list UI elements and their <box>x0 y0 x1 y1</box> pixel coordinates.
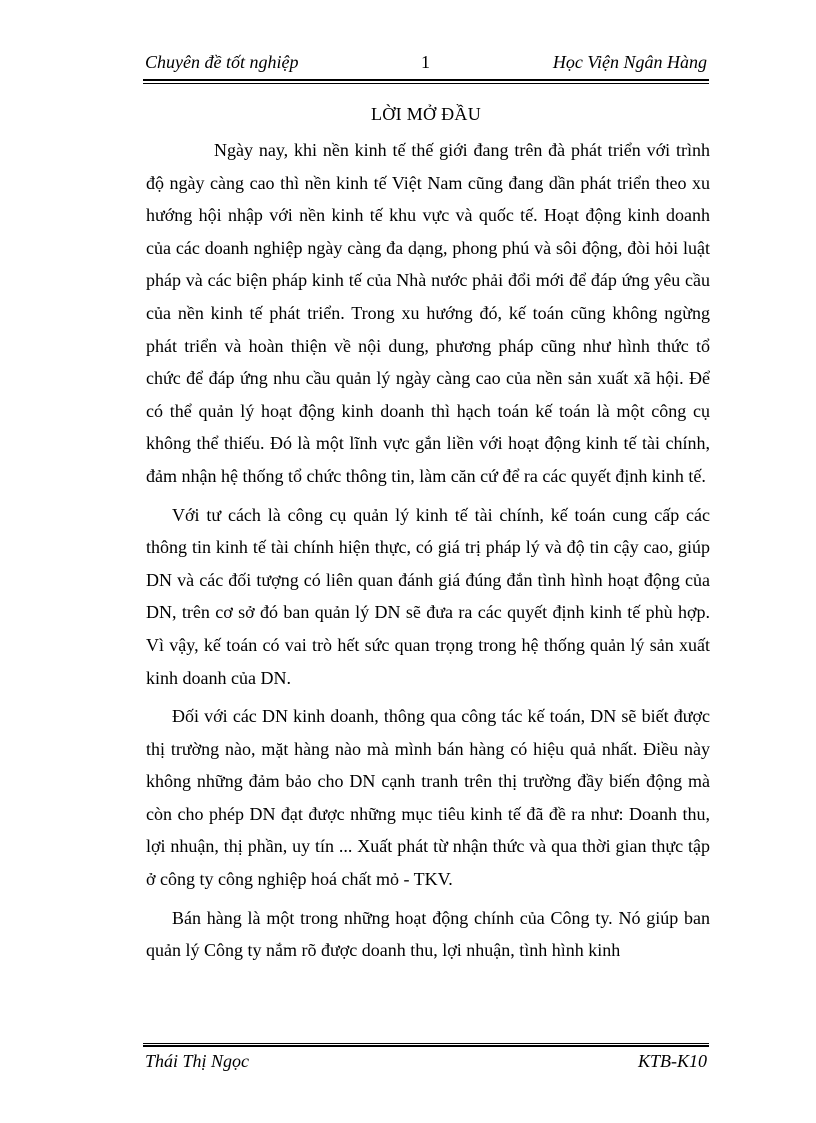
header-institution: Học Viện Ngân Hàng <box>552 52 707 72</box>
page-footer <box>143 1051 709 1075</box>
page-number: 1 <box>421 52 430 72</box>
header-document-type: Chuyên đề tốt nghiệp <box>145 52 299 72</box>
paragraph: Đối với các DN kinh doanh, thông qua công tác kế toán, DN sẽ biết được thị trường nào, mặt hàng nào mà mình bán hàng có hiệu quả nhất. Điều này không những đảm bảo cho DN cạnh tranh trên thị trường đầy biến động mà còn cho phép DN đạt được những mục tiêu kinh tế đã đề ra như: Doanh thu, lợi nhuận, thị phần, uy tín ... Xuất phát từ nhận thức và qua thời gian thực tập ở công ty công nghiệp hoá chất mỏ - TKV. <box>146 706 710 890</box>
footer-author: Thái Thị Ngọc <box>145 1051 250 1071</box>
footer-rule-thick <box>143 1045 709 1047</box>
paragraph: Ngày nay, khi nền kinh tế thế giới đang trên đà phát triển với trình độ ngày càng cao thì nền kinh tế Việt Nam cũng đang dần phát triển theo xu hướng hội nhập với nền kinh tế khu vực và quốc tế. Hoạt động kinh doanh của các doanh nghiệp ngày càng đa dạng, phong phú và sôi động, đòi hỏi luật pháp và các biện pháp kinh tế của Nhà nước phải đổi mới để đáp ứng yêu cầu của nền kinh tế phát triển. Trong xu hướng đó, kế toán cũng không ngừng phát triển và hoàn thiện về nội dung, phương pháp cũng như hình thức tổ chức để đáp ứng nhu cầu quản lý ngày càng cao của nền sản xuất xã hội. Để có thể quản lý hoạt động kinh doanh thì hạch toán kế toán là một công cụ không thể thiếu. Đó là một lĩnh vực gắn liền với hoạt động kinh tế tài chính, đảm nhận hệ thống tổ chức thông tin, làm căn cứ để ra các quyết định kinh tế. <box>146 140 710 486</box>
paragraph: Bán hàng là một trong những hoạt động chính của Công ty. Nó giúp ban quản lý Công ty nắm rõ được doanh thu, lợi nhuận, tình hình kinh <box>146 907 710 961</box>
header-rule-thin <box>143 83 709 84</box>
page-header <box>143 52 709 78</box>
section-title: LỜI MỞ ĐẦU <box>371 104 481 124</box>
paragraph: Với tư cách là công cụ quản lý kinh tế tài chính, kế toán cung cấp các thông tin kinh tế tài chính hiện thực, có giá trị pháp lý và độ tin cậy cao, giúp DN và các đối tượng có liên quan đánh giá đúng đắn tình hình hoạt động của DN, trên cơ sở đó ban quản lý DN sẽ đưa ra các quyết định kinh tế phù hợp. Vì vậy, kế toán có vai trò hết sức quan trọng trong hệ thống quản lý sản xuất kinh doanh của DN. <box>146 504 710 688</box>
footer-rule-thin <box>143 1043 709 1044</box>
header-rule-thick <box>143 79 709 81</box>
document-body <box>146 134 710 973</box>
footer-class-code: KTB-K10 <box>637 1051 707 1071</box>
